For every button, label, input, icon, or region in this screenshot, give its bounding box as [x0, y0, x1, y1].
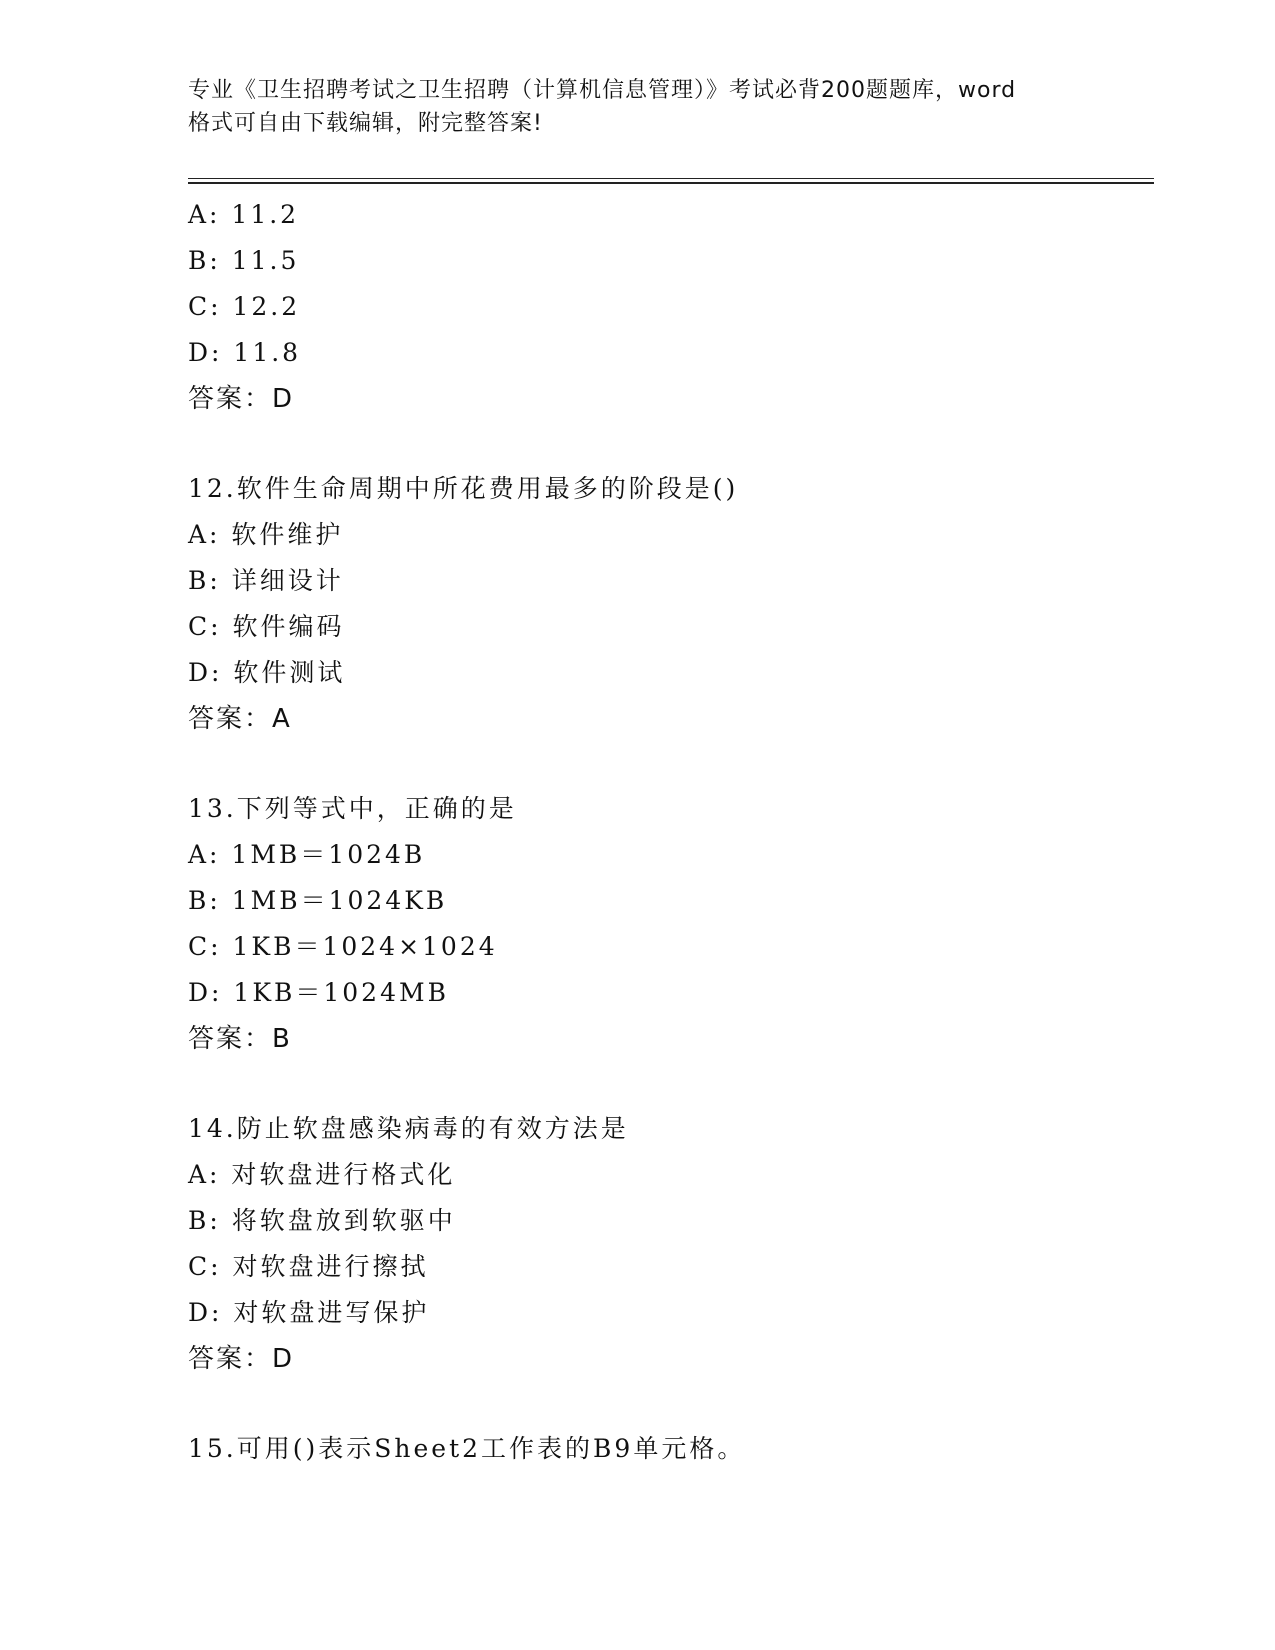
- option-a: A: 11.2: [188, 200, 300, 229]
- answer-label: 答案：D: [188, 1344, 295, 1374]
- question-text: 14.防止软盘感染病毒的有效方法是: [188, 1114, 629, 1143]
- spacer: [188, 1062, 1154, 1106]
- option-c: C: 12.2: [188, 292, 301, 321]
- option-b: B: 1MB＝1024KB: [188, 886, 448, 915]
- question-12-block: [188, 466, 1154, 742]
- header-divider-thin: [188, 178, 1154, 179]
- spacer: [188, 422, 1154, 466]
- option-c: C: 对软盘进行擦拭: [188, 1252, 429, 1281]
- header-line-2: 格式可自由下载编辑，附完整答案!: [188, 111, 543, 136]
- question-text: 15.可用()表示Sheet2工作表的B9单元格。: [188, 1434, 746, 1463]
- question-text: 13.下列等式中，正确的是: [188, 794, 517, 823]
- document-header: [188, 74, 1088, 140]
- question-15-block: [188, 1426, 1154, 1472]
- question-14-block: [188, 1106, 1154, 1382]
- option-a: A: 对软盘进行格式化: [188, 1160, 456, 1189]
- header-divider-thick: [188, 182, 1154, 184]
- question-list: [188, 192, 1154, 1472]
- answer-label: 答案：B: [188, 1024, 292, 1054]
- question-13-block: [188, 786, 1154, 1062]
- option-d: D: 11.8: [188, 338, 302, 367]
- option-d: D: 软件测试: [188, 658, 346, 687]
- option-d: D: 1KB＝1024MB: [188, 978, 449, 1007]
- option-b: B: 将软盘放到软驱中: [188, 1206, 456, 1235]
- option-c: C: 1KB＝1024×1024: [188, 932, 498, 961]
- option-d: D: 对软盘进写保护: [188, 1298, 430, 1327]
- option-c: C: 软件编码: [188, 612, 345, 641]
- answer-label: 答案：D: [188, 384, 295, 414]
- spacer: [188, 742, 1154, 786]
- answer-label: 答案：A: [188, 704, 292, 734]
- option-b: B: 详细设计: [188, 566, 344, 595]
- header-line-1: 专业《卫生招聘考试之卫生招聘（计算机信息管理）》考试必背200题题库，word: [188, 78, 1017, 103]
- option-a: A: 软件维护: [188, 520, 344, 549]
- question-text: 12.软件生命周期中所花费用最多的阶段是(): [188, 474, 739, 503]
- question-11-block: [188, 192, 1154, 422]
- option-a: A: 1MB＝1024B: [188, 840, 426, 869]
- spacer: [188, 1382, 1154, 1426]
- option-b: B: 11.5: [188, 246, 300, 275]
